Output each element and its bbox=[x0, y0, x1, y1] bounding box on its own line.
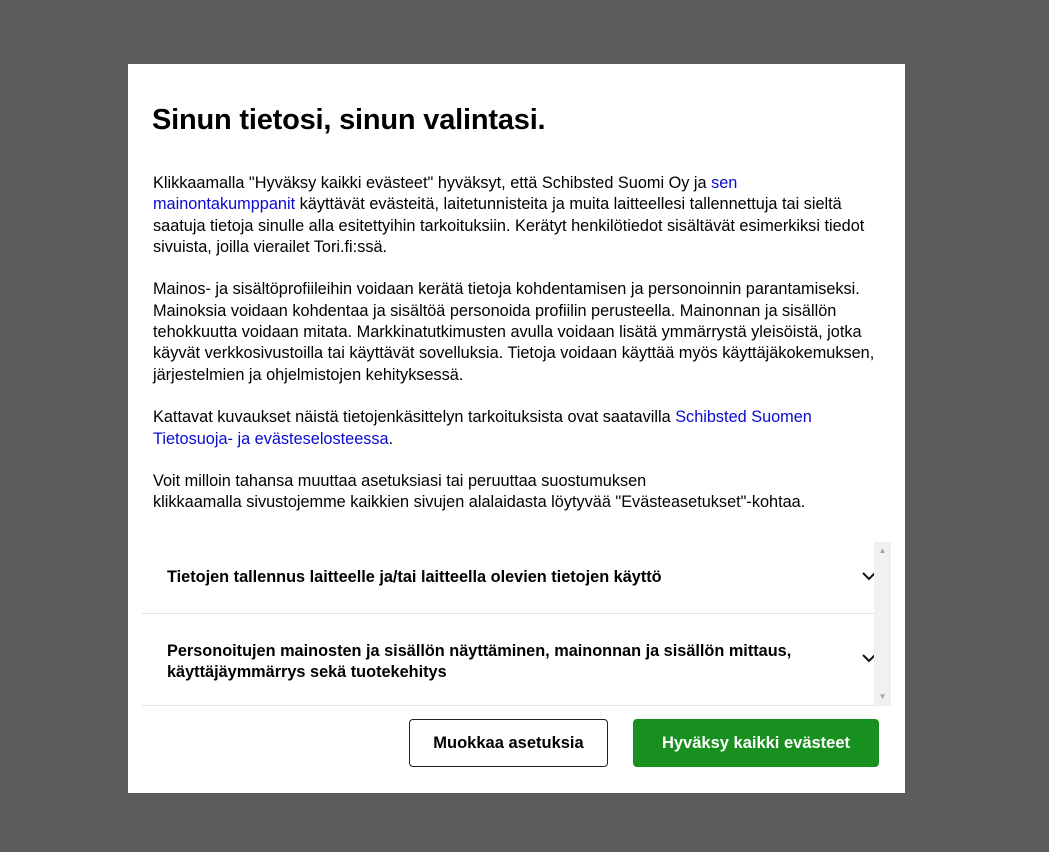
scroll-up-arrow-icon[interactable]: ▲ bbox=[878, 546, 887, 555]
edit-settings-button[interactable]: Muokkaa asetuksia bbox=[409, 719, 608, 767]
privacy-paragraph bbox=[153, 407, 883, 450]
profiles-paragraph: Mainos- ja sisältöprofiileihin voidaan kerätä tietoja kohdentamisen ja personoinnin parantamiseksi. Mainoksia voidaan kohdentaa ja sisältöä personoida profiilin perusteella. Mainonnan ja sisällön tehokkuutta voidaan mitata. Markkinatutkimusten avulla voidaan lisätä ymmärrystä yleisöistä, jotka käyvät verkkosivustoilla tai käyttävät sovelluksia. Tietoja voidaan käyttää myös käyttäjäkokemuksen, järjestelmien ja ohjelmistojen kehityksessä. bbox=[153, 280, 875, 384]
dialog-title: Sinun tietosi, sinun valintasi. bbox=[152, 104, 546, 136]
accordion-item-storage[interactable] bbox=[142, 542, 891, 614]
purposes-accordion bbox=[142, 542, 891, 706]
consent-dialog bbox=[128, 64, 905, 793]
intro-text: Klikkaamalla "Hyväksy kaikki evästeet" hyväksyt, että Schibsted Suomi Oy ja bbox=[153, 174, 712, 192]
settings-text-line1: Voit milloin tahansa muuttaa asetuksiasi tai peruuttaa suostumuksen bbox=[153, 472, 647, 491]
accordion-item-label: Personoitujen mainosten ja sisällön näyttäminen, mainonnan ja sisällön mittaus, käyttäjäymmärrys sekä tuotekehitys bbox=[167, 641, 792, 681]
intro-paragraph bbox=[153, 173, 883, 258]
privacy-text-end: . bbox=[388, 429, 394, 448]
dialog-body bbox=[153, 173, 883, 535]
accordion-item-personalised-ads[interactable] bbox=[142, 614, 891, 706]
settings-text-line2: klikkaamalla sivustojemme kaikkien sivujen alalaidasta löytyvää "Evästeasetukset"-kohtaa. bbox=[153, 493, 806, 512]
privacy-policy-link[interactable]: Schibsted Suomen Tietosuoja- ja evästeselosteessa bbox=[153, 408, 812, 448]
partners-link[interactable]: sen mainontakumppanit bbox=[153, 174, 738, 214]
intro-text-continued: käyttävät evästeitä, laitetunnisteita ja muita laitteellesi tallennettuja tai sieltä saatuja tietoja sinulle alla esitettyihin tarkoituksiin. Kerätyt henkilötiedot sisältävät esimerkiksi tiedot sivuista, joilla vierailet Tori.fi:ssä. bbox=[153, 195, 865, 256]
accept-all-cookies-button[interactable]: Hyväksy kaikki evästeet bbox=[633, 719, 879, 767]
accordion-scrollbar[interactable] bbox=[874, 542, 891, 706]
scroll-down-arrow-icon[interactable]: ▼ bbox=[878, 692, 887, 701]
settings-paragraph bbox=[153, 471, 883, 514]
accordion-item-label: Tietojen tallennus laitteelle ja/tai laitteella olevien tietojen käyttö bbox=[167, 568, 662, 586]
privacy-text: Kattavat kuvaukset näistä tietojenkäsittelyn tarkoituksista ovat saatavilla bbox=[153, 408, 676, 427]
